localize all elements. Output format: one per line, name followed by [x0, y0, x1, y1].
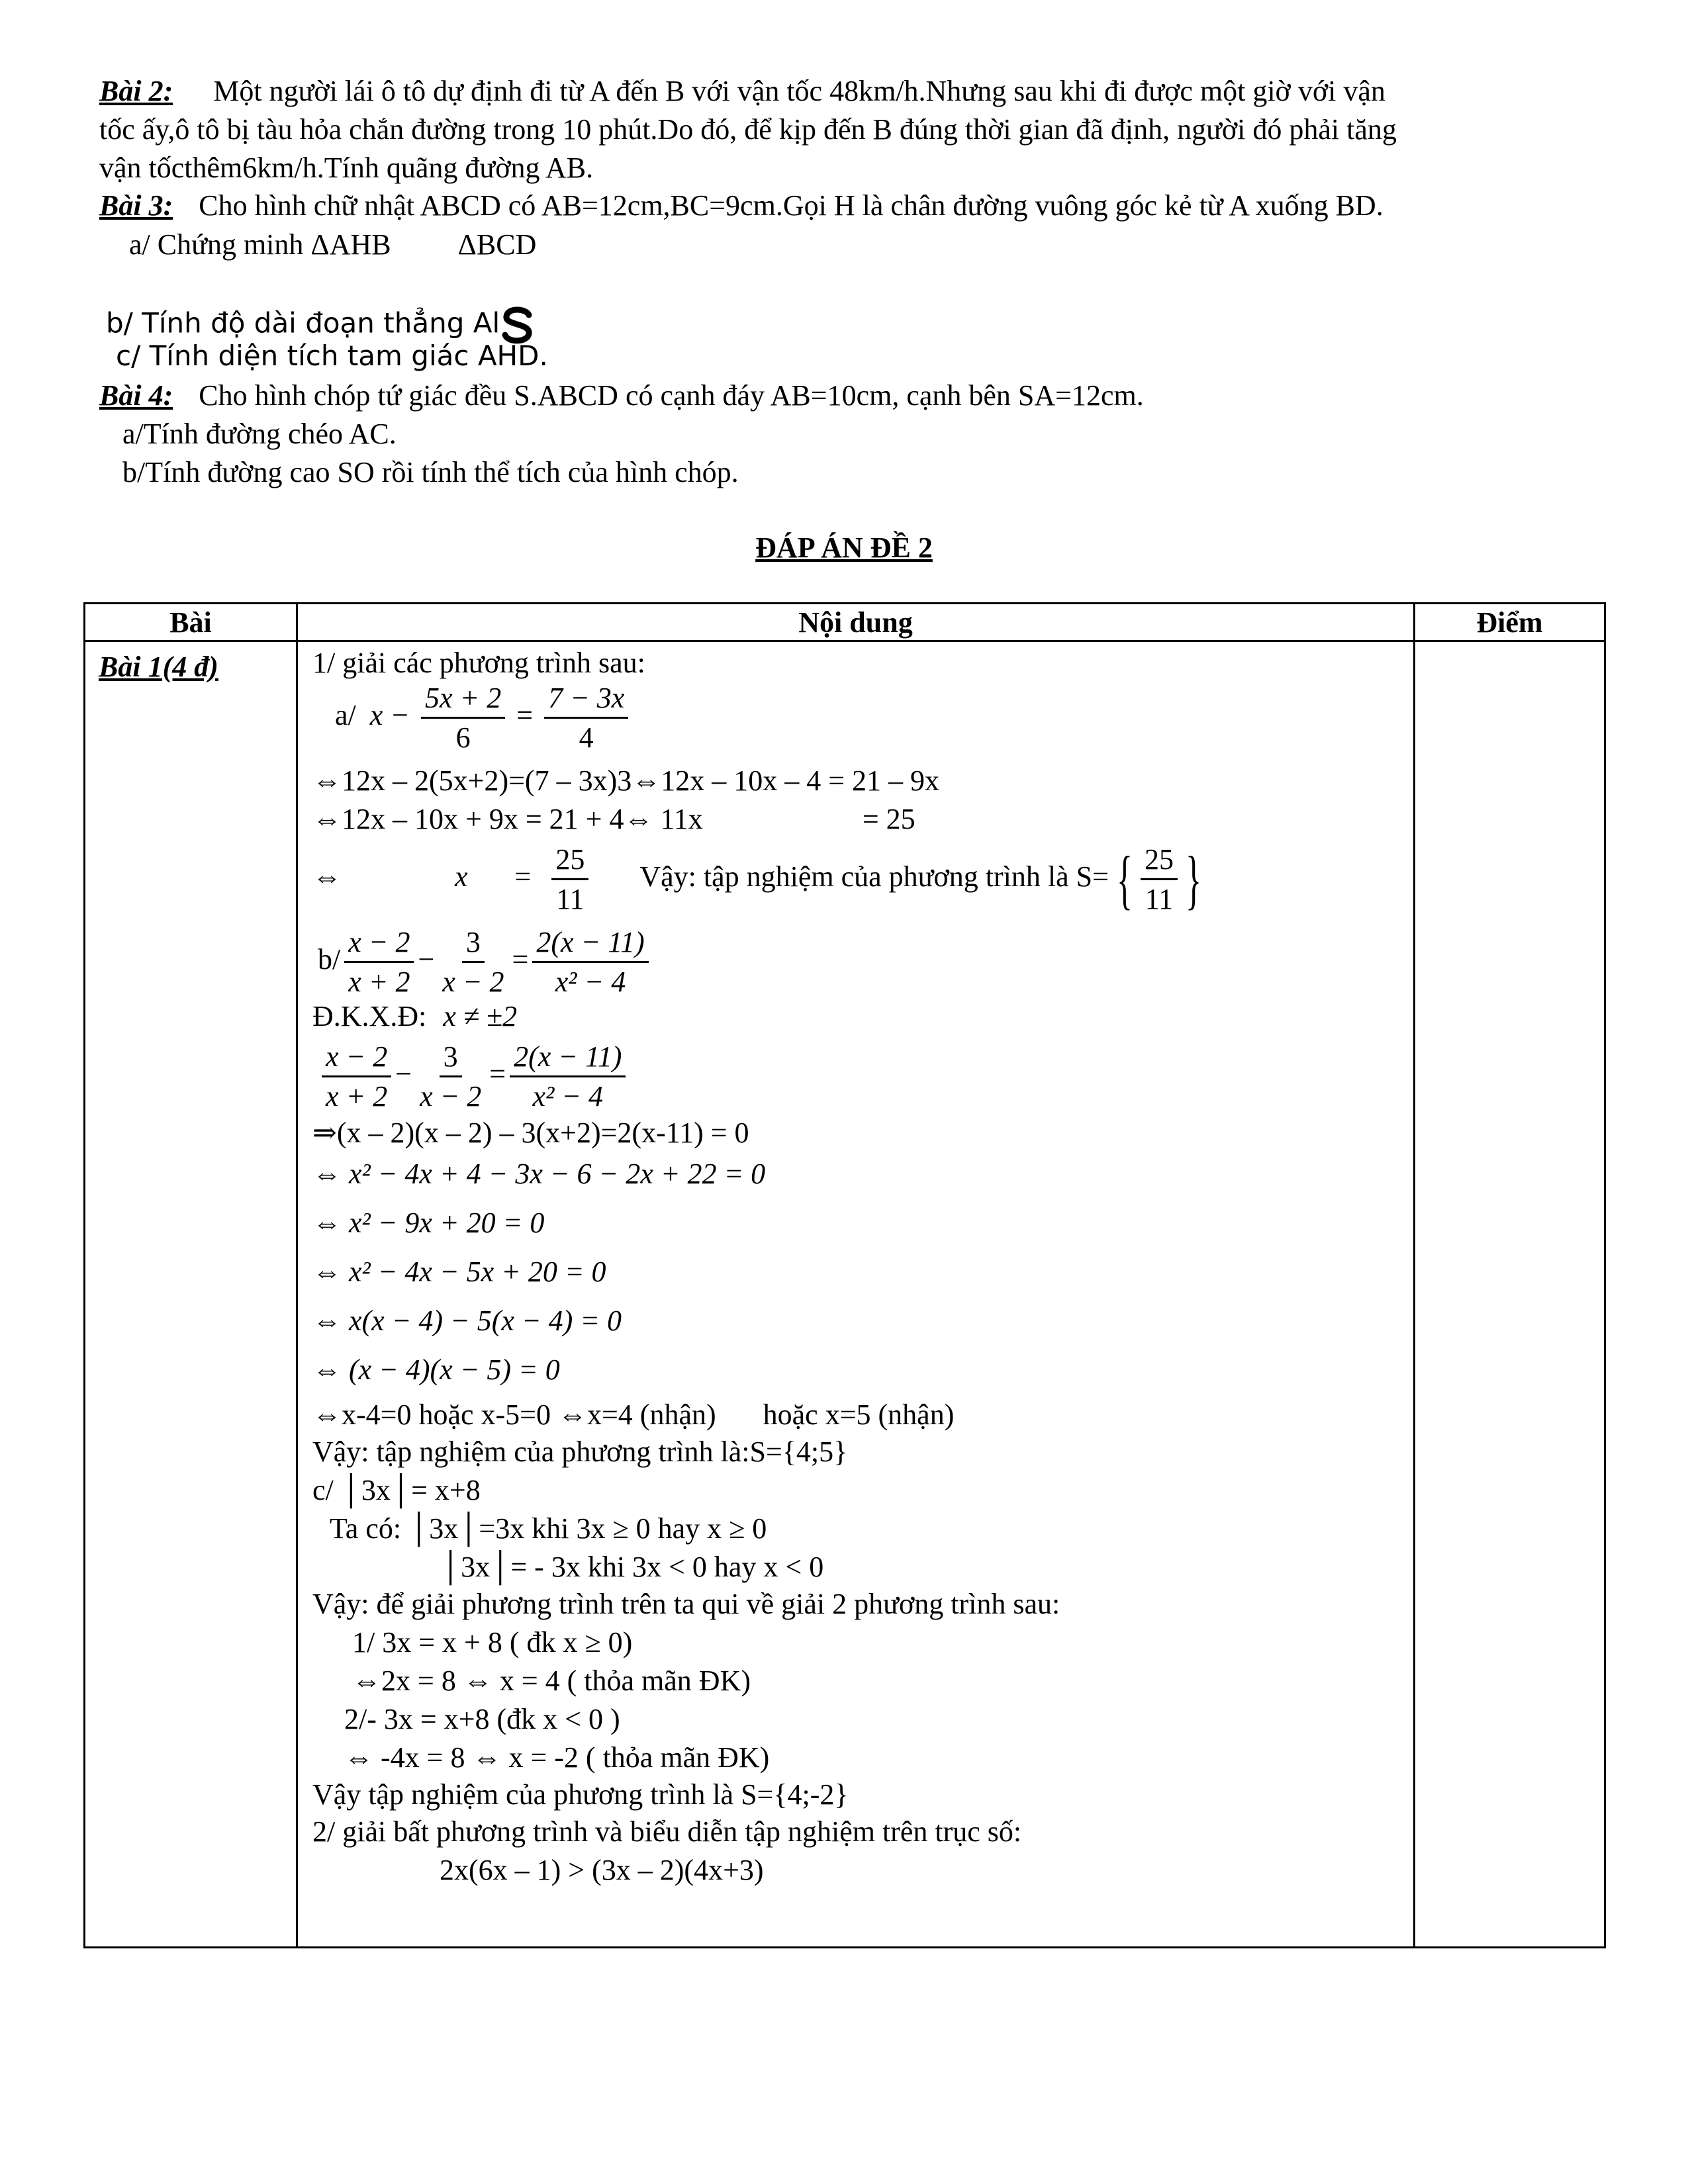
bai2-text1: Một người lái ô tô dự định đi từ A đến B với vận tốc 48km/h.Nhưng sau khi đi được một giờ với vận	[213, 75, 1385, 107]
content-l14: Ta có: │3x│=3x khi 3x ≥ 0 hay x ≥ 0	[330, 1512, 767, 1545]
frac-a1	[421, 679, 505, 756]
content-l13: c/ │3x│= x+8	[312, 1474, 481, 1506]
frac-set	[1141, 841, 1178, 918]
frac-c3-num: 2(x − 11)	[510, 1038, 626, 1077]
bai3-text: Cho hình chữ nhật ABCD có AB=12cm,BC=9cm.Gọi H là chân đường vuông góc kẻ từ A xuống BD.	[199, 189, 1383, 222]
content-l3	[312, 802, 915, 837]
bai3-a-part1: a/ Chứng minh ΔAHB	[129, 228, 391, 261]
frac-a2-num: 7 − 3x	[544, 679, 628, 719]
frac-c2-num: 3	[440, 1038, 462, 1077]
frac-set-num: 25	[1141, 841, 1178, 880]
content-l1: 1/ giải các phương trình sau:	[312, 647, 645, 679]
content-l6: ⇔ x² − 4x + 4 − 3x − 6 − 2x + 22 = 0	[312, 1158, 766, 1190]
l4-conclusion: Vậy: tập nghiệm của phương trình là S=	[639, 860, 1109, 893]
l4-iff: ⇔	[312, 860, 342, 893]
frac-b2	[438, 923, 508, 1001]
content-l18: ⇔2x = 8 ⇔ x = 4 ( thỏa mãn ĐK)	[352, 1664, 751, 1697]
frac-set-den: 11	[1145, 883, 1174, 916]
content-l11	[312, 1398, 954, 1433]
content-l10: ⇔ (x − 4)(x − 5) = 0	[312, 1353, 560, 1386]
content-l12: Vậy: tập nghiệm của phương trình là:S={4;5}	[312, 1435, 848, 1468]
frac-b1-num: x − 2	[344, 923, 414, 963]
header-noi-dung: Nội dung	[297, 604, 1415, 641]
answer-title: ĐÁP ÁN ĐỀ 2	[755, 531, 933, 564]
eq-a	[335, 679, 632, 756]
content-l8: ⇔ x² − 4x − 5x + 20 = 0	[312, 1255, 606, 1288]
frac-b3	[532, 923, 648, 1001]
frac-b1	[344, 923, 414, 1001]
frac-b3-den: x² − 4	[555, 966, 626, 999]
bai4-text: Cho hình chóp tứ giác đều S.ABCD có cạnh đáy AB=10cm, cạnh bên SA=12cm.	[199, 379, 1144, 412]
bai4-a: a/Tính đường chéo AC.	[122, 418, 397, 450]
frac-c2-den: x − 2	[420, 1080, 482, 1113]
dkxd-line	[312, 999, 517, 1034]
row-label-cell	[85, 641, 297, 1948]
eq-a-equal: =	[516, 698, 534, 731]
frac-c3-den: x² − 4	[532, 1080, 603, 1113]
bai4-label: Bài 4:	[99, 379, 173, 412]
eq-b	[318, 923, 653, 1001]
row-label: Bài 1(4 đ)	[99, 651, 218, 683]
right-brace-icon: }	[1185, 842, 1201, 916]
content-l19: 2/- 3x = x+8 (đk x < 0 )	[344, 1703, 620, 1735]
eq-b-minus: −	[418, 942, 435, 976]
bai3-a-part2: ΔBCD	[457, 228, 537, 261]
content-l2: ⇔12x – 2(5x+2)=(7 – 3x)3⇔12x – 10x – 4 = 21 – 9x	[312, 764, 940, 797]
frac-l4-den: 11	[556, 883, 585, 916]
frac-c1	[322, 1038, 391, 1115]
bai4-b: b/Tính đường cao SO rồi tính thể tích của hình chóp.	[122, 456, 739, 488]
frac-c2	[416, 1038, 485, 1115]
bai3-c: c/ Tính diện tích tam giác AHD.	[116, 340, 548, 372]
content-l16: Vậy: để giải phương trình trên ta qui về giải 2 phương trình sau:	[312, 1588, 1060, 1620]
eq-b-prefix: b/	[318, 942, 341, 976]
frac-l4-num: 25	[551, 841, 588, 880]
score-cell	[1415, 641, 1605, 1948]
dkxd-label: Đ.K.X.Đ:	[312, 1000, 427, 1032]
content-l11a: ⇔x-4=0 hoặc x-5=0 ⇔x=4 (nhận)	[312, 1398, 716, 1431]
frac-a1-den: 6	[455, 721, 471, 754]
bai3-b-text: b/ Tính độ dài đoạn thẳng Al	[106, 306, 500, 340]
content-l21: Vậy tập nghiệm của phương trình là S={4;-2}	[312, 1778, 849, 1811]
content-l3b: = 25	[862, 803, 915, 835]
content-l4	[312, 841, 1209, 918]
bai2-line2: tốc ấy,ô tô bị tàu hỏa chắn đường trong 10 phút.Do đó, để kịp đến B đúng thời gian đã định, người đó phải tăng	[99, 113, 1397, 146]
content-l7: ⇔ x² − 9x + 20 = 0	[312, 1206, 545, 1239]
frac-l4	[551, 841, 588, 918]
bai3-line	[99, 189, 1383, 224]
bai2-label: Bài 2:	[99, 75, 173, 107]
dkxd-value: x ≠ ±2	[443, 1000, 518, 1032]
content-l17: 1/ 3x = x + 8 ( đk x ≥ 0)	[352, 1626, 633, 1659]
content-l22: 2/ giải bất phương trình và biểu diễn tập nghiệm trên trục số:	[312, 1815, 1022, 1848]
bai3-label: Bài 3:	[99, 189, 173, 222]
l4-eq: =	[514, 860, 532, 893]
content-l15: │3x│= - 3x khi 3x < 0 hay x < 0	[440, 1551, 824, 1583]
frac-a2	[544, 679, 628, 756]
frac-c3	[510, 1038, 626, 1115]
eq-b-repeat	[318, 1038, 630, 1115]
header-bai: Bài	[85, 604, 297, 641]
frac-a1-num: 5x + 2	[421, 679, 505, 719]
bai4-line	[99, 379, 1144, 414]
content-l3a: ⇔12x – 10x + 9x = 21 + 4⇔ 11x	[312, 803, 703, 835]
content-l23: 2x(6x – 1) > (3x – 2)(4x+3)	[440, 1854, 764, 1886]
bai2-line3: vận tốcthêm6km/h.Tính quãng đường AB.	[99, 152, 594, 184]
frac-c1-den: x + 2	[326, 1080, 388, 1113]
table-row	[85, 641, 1605, 1948]
frac-a2-den: 4	[579, 721, 594, 754]
eq-a-x: x −	[369, 698, 410, 731]
content-l20: ⇔ -4x = 8 ⇔ x = -2 ( thỏa mãn ĐK)	[344, 1741, 770, 1774]
frac-b2-den: x − 2	[442, 966, 504, 999]
eq-b-equal: =	[512, 942, 529, 976]
l4-x: x	[455, 860, 468, 893]
content-l5: ⇒(x – 2)(x – 2) – 3(x+2)=2(x-11) = 0	[312, 1116, 749, 1149]
frac-b1-den: x + 2	[348, 966, 410, 999]
left-brace-icon: {	[1116, 842, 1133, 916]
table-header-row	[85, 604, 1605, 641]
frac-b3-num: 2(x − 11)	[532, 923, 648, 963]
bai2-line1	[99, 74, 1385, 109]
eq-c-equal: =	[489, 1057, 506, 1090]
frac-b2-num: 3	[462, 923, 485, 963]
content-body	[298, 642, 1413, 1946]
header-diem: Điểm	[1415, 604, 1605, 641]
answer-table	[83, 602, 1606, 1948]
eq-c-minus: −	[395, 1057, 412, 1090]
frac-c1-num: x − 2	[322, 1038, 391, 1077]
content-l9: ⇔ x(x − 4) − 5(x − 4) = 0	[312, 1304, 622, 1337]
eq-a-prefix: a/	[335, 698, 356, 731]
content-cell	[297, 641, 1415, 1948]
content-l11b: hoặc x=5 (nhận)	[763, 1398, 955, 1431]
bai3-a	[129, 228, 536, 263]
